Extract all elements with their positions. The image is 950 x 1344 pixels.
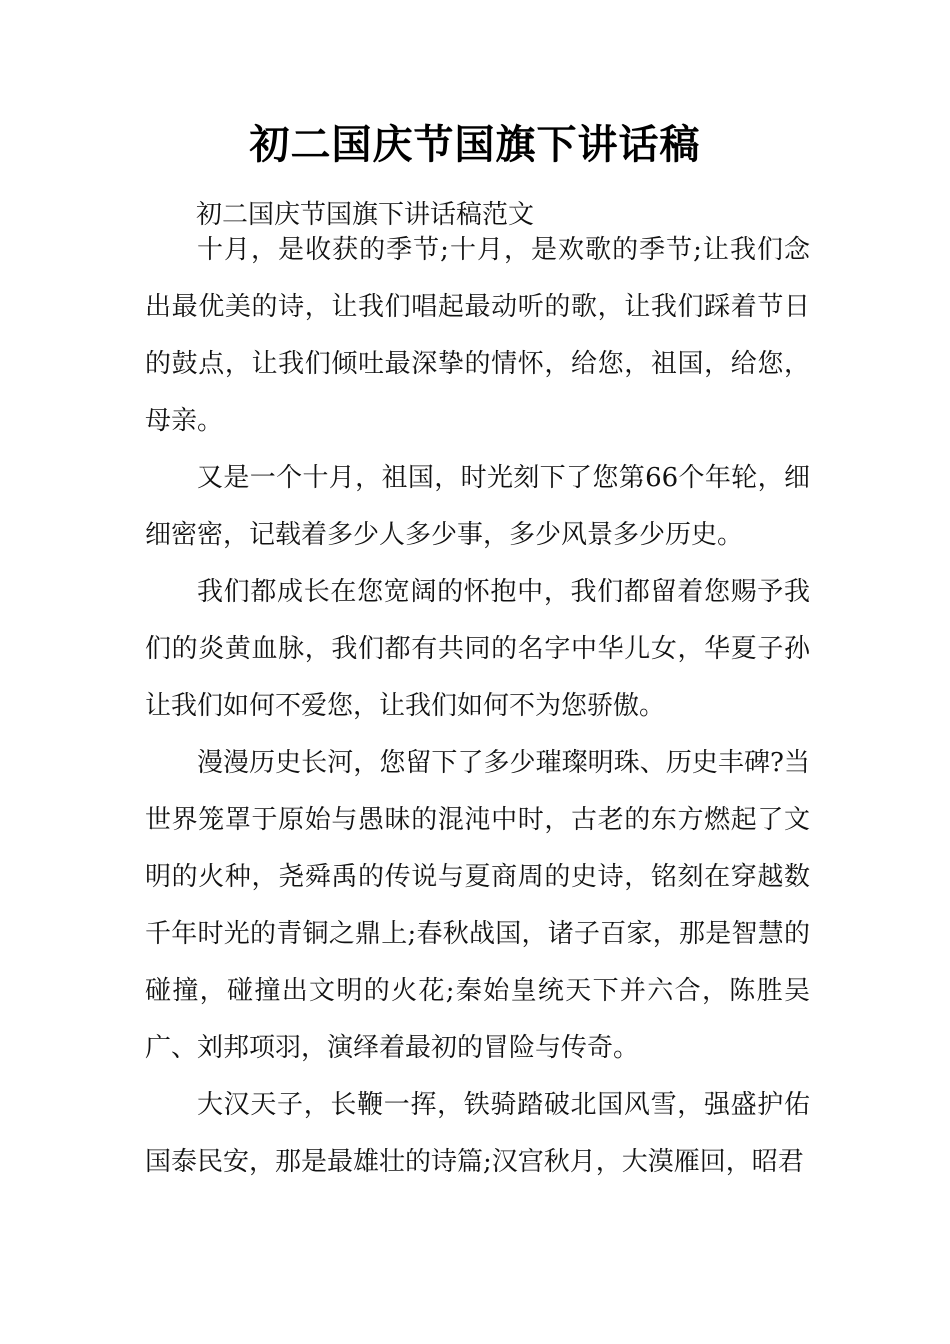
document-subtitle: 初二国庆节国旗下讲话稿范文 — [196, 200, 535, 230]
page-title: 初二国庆节国旗下讲话稿 — [249, 121, 701, 168]
paragraph: 漫漫历史长河，您留下了多少璀璨明珠、历史丰碑?当世界笼罩于原始与愚昧的混沌中时，古老的东方燃起了文明的火种，尧舜禹的传说与夏商周的史诗，铭刻在穿越数千年时光的青铜之鼎上;春秋战国，诸子百家，那是智慧的碰撞，碰撞出文明的火花;秦始皇统天下并六合，陈胜吴广、刘邦项羽，演绎着最初的冒险与传奇。 — [145, 748, 810, 1063]
paragraph: 我们都成长在您宽阔的怀抱中，我们都留着您赐予我们的炎黄血脉，我们都有共同的名字中华儿女，华夏子孙让我们如何不爱您，让我们如何不为您骄傲。 — [145, 577, 810, 721]
paragraph: 又是一个十月，祖国，时光刻下了您第66个年轮，细细密密，记载着多少人多少事，多少风景多少历史。 — [145, 463, 810, 550]
paragraph: 十月，是收获的季节;十月，是欢歌的季节;让我们念出最优美的诗，让我们唱起最动听的歌，让我们踩着节日的鼓点，让我们倾吐最深挚的情怀，给您，祖国，给您，母亲。 — [145, 235, 810, 436]
document-body — [145, 222, 810, 1191]
paragraph: 大汉天子，长鞭一挥，铁骑踏破北国风雪，强盛护佑国泰民安，那是最雄壮的诗篇;汉宫秋月，大漠雁回，昭君 — [145, 1090, 810, 1177]
